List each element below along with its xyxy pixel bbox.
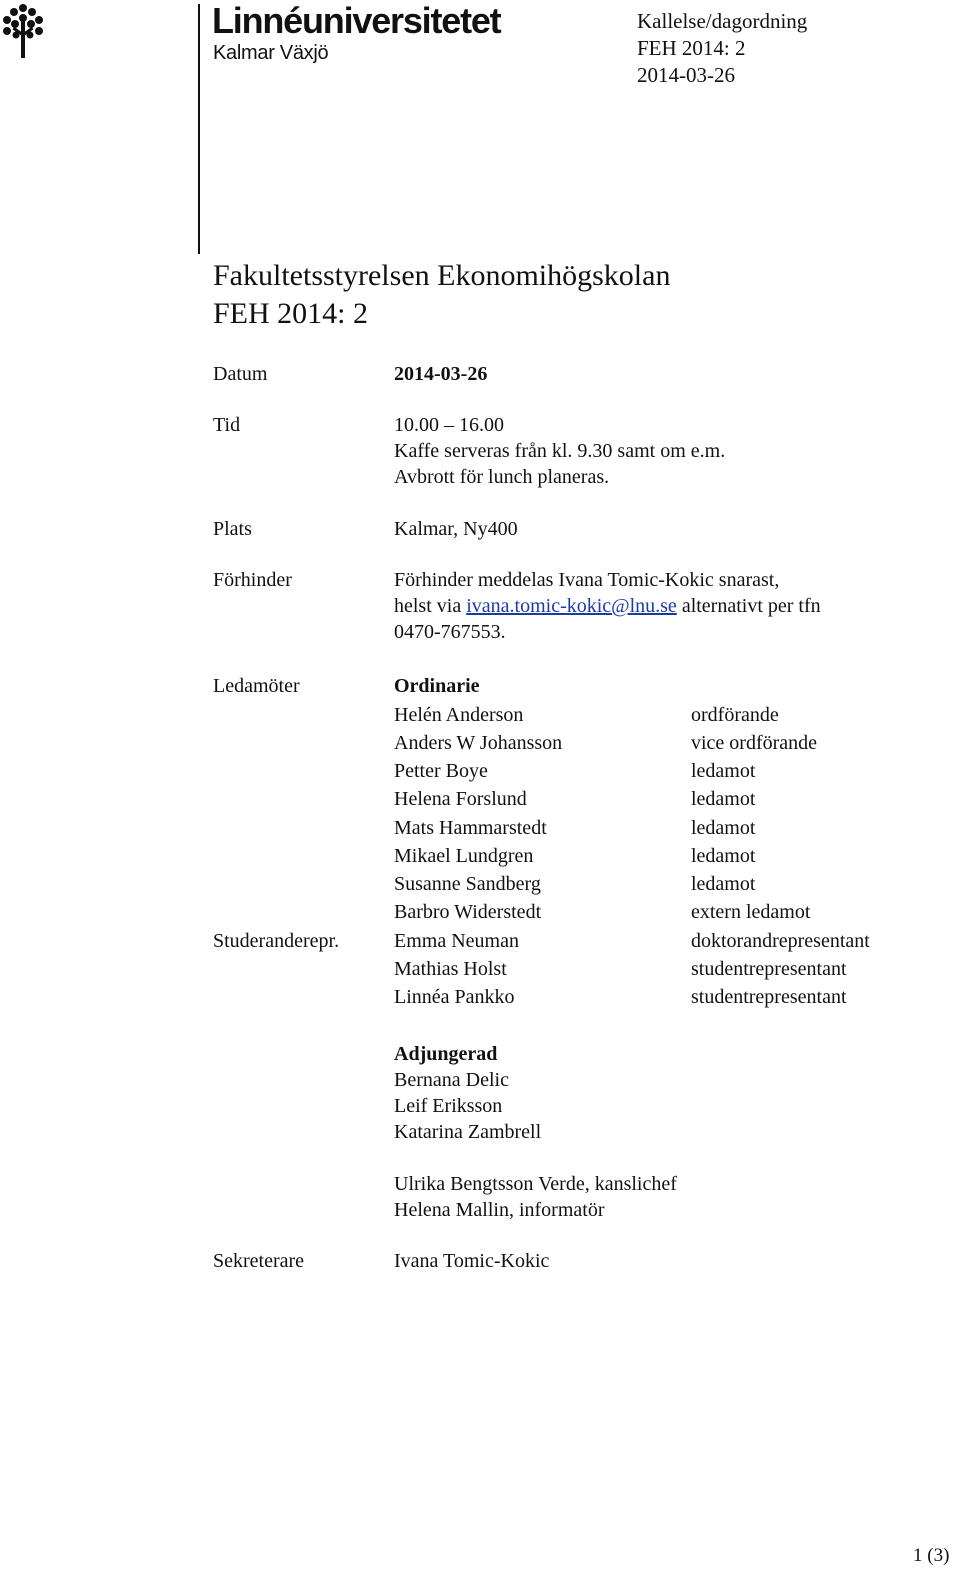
adjungerad-name: Katarina Zambrell: [394, 1121, 542, 1143]
ledamoter-label: Ledamöter: [213, 675, 300, 697]
page-title: Fakultetsstyrelsen Ekonomihögskolan: [213, 259, 671, 292]
sekreterare-value: Ivana Tomic-Kokic: [394, 1250, 550, 1272]
email-link[interactable]: ivana.tomic-kokic@lnu.se: [466, 595, 677, 617]
member-role: ledamot: [691, 817, 756, 839]
member-role: ordförande: [691, 704, 779, 726]
member-name: Barbro Widerstedt: [394, 901, 542, 923]
studenter-label: Studeranderepr.: [213, 930, 340, 952]
student-name: Mathias Holst: [394, 958, 507, 980]
member-name: Anders W Johansson: [394, 732, 563, 754]
sekreterare-label: Sekreterare: [213, 1250, 305, 1272]
member-name: Mats Hammarstedt: [394, 817, 547, 839]
vertical-rule: [198, 4, 200, 254]
doc-type: Kallelse/dagordning: [637, 9, 808, 33]
page-subtitle: FEH 2014: 2: [213, 297, 369, 330]
student-role: doktorandrepresentant: [691, 930, 870, 952]
adjungerad-name: Leif Eriksson: [394, 1095, 503, 1117]
member-name: Mikael Lundgren: [394, 845, 534, 867]
logo-cities: Kalmar Växjö: [213, 42, 329, 64]
adjungerad-heading: Adjungerad: [394, 1043, 498, 1065]
forhinder-label: Förhinder: [213, 569, 292, 591]
plats-label: Plats: [213, 518, 252, 540]
forhinder-line2: [394, 593, 821, 619]
member-role: vice ordförande: [691, 732, 818, 754]
datum-label: Datum: [213, 363, 268, 385]
student-role: studentrepresentant: [691, 986, 847, 1008]
member-name: Helena Forslund: [394, 788, 527, 810]
page-number: 1 (3): [913, 1545, 950, 1566]
student-role: studentrepresentant: [691, 958, 847, 980]
member-role: ledamot: [691, 788, 756, 810]
tid-label: Tid: [213, 414, 241, 436]
member-name: Petter Boye: [394, 760, 488, 782]
member-name: Helén Anderson: [394, 704, 524, 726]
forhinder-line2-pre: helst via: [394, 595, 467, 617]
staff-line: Ulrika Bengtsson Verde, kanslichef: [394, 1173, 677, 1195]
student-name: Emma Neuman: [394, 930, 519, 952]
doc-date: 2014-03-26: [637, 63, 735, 87]
member-role: ledamot: [691, 873, 756, 895]
forhinder-phone: 0470-767553.: [394, 621, 506, 643]
doc-id: FEH 2014: 2: [637, 36, 746, 60]
tid-coffee: Kaffe serveras från kl. 9.30 samt om e.m.: [394, 440, 726, 462]
staff-line: Helena Mallin, informatör: [394, 1199, 605, 1221]
datum-value: 2014-03-26: [394, 363, 488, 385]
logo-wordmark: Linnéuniversitetet: [212, 0, 501, 41]
member-role: extern ledamot: [691, 901, 811, 923]
forhinder-line1: Förhinder meddelas Ivana Tomic-Kokic snarast,: [394, 569, 780, 591]
member-role: ledamot: [691, 845, 756, 867]
forhinder-line2-post: alternativt per tfn: [676, 595, 821, 617]
member-role: ledamot: [691, 760, 756, 782]
student-name: Linnéa Pankko: [394, 986, 515, 1008]
plats-value: Kalmar, Ny400: [394, 518, 518, 540]
ordinarie-heading: Ordinarie: [394, 675, 480, 697]
tree-logo-icon: [2, 2, 44, 58]
member-name: Susanne Sandberg: [394, 873, 541, 895]
tid-lunch: Avbrott för lunch planeras.: [394, 466, 610, 488]
adjungerad-name: Bernana Delic: [394, 1069, 509, 1091]
tid-time: 10.00 – 16.00: [394, 414, 504, 436]
